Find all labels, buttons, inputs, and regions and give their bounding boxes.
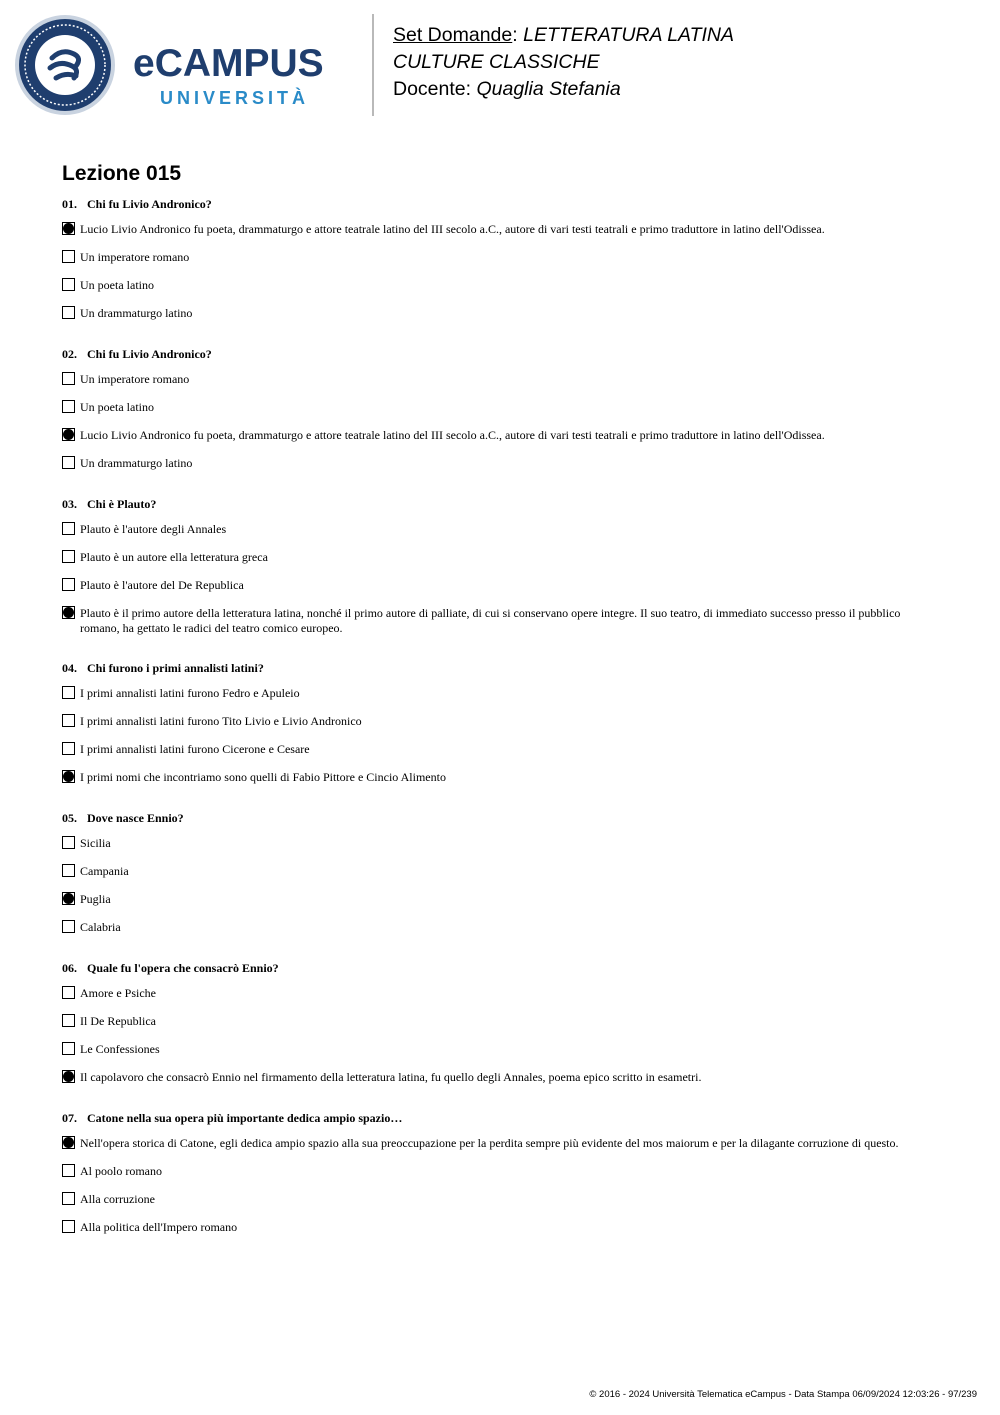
answer-checkbox-checked[interactable] <box>62 222 75 235</box>
answer-checkbox[interactable] <box>62 550 75 563</box>
answer-option[interactable] <box>62 986 942 1002</box>
question-text: Dove nasce Ennio? <box>87 811 184 825</box>
answer-option[interactable] <box>62 686 942 702</box>
answer-checkbox-checked[interactable] <box>62 1136 75 1149</box>
question-block <box>62 810 942 936</box>
answer-text: Calabria <box>80 920 121 934</box>
answer-text: Un poeta latino <box>80 400 154 414</box>
answer-checkbox[interactable] <box>62 522 75 535</box>
answer-checkbox-checked[interactable] <box>62 428 75 441</box>
answer-text: Lucio Livio Andronico fu poeta, drammaturgo e attore teatrale latino del III secolo a.C., autore di vari testi teatrali e primo traduttore in latino dell'Odissea. <box>80 222 825 236</box>
lesson-title: Lezione 015 <box>62 162 182 185</box>
set-label: Set Domande <box>393 24 513 46</box>
answer-option[interactable] <box>62 250 942 266</box>
answer-option[interactable] <box>62 306 942 322</box>
question-text: Chi furono i primi annalisti latini? <box>87 661 264 675</box>
logo-wordmark: eCAMPUS <box>133 42 324 85</box>
answer-option[interactable] <box>62 1014 942 1030</box>
answer-text: Il De Republica <box>80 1014 156 1028</box>
page-header <box>0 0 1000 130</box>
answer-text: I primi nomi che incontriamo sono quelli di Fabio Pittore e Cincio Alimento <box>80 770 446 784</box>
answer-checkbox[interactable] <box>62 742 75 755</box>
answer-option[interactable] <box>62 1136 942 1152</box>
answer-checkbox[interactable] <box>62 372 75 385</box>
answer-option[interactable] <box>62 920 942 936</box>
answer-text: I primi annalisti latini furono Cicerone e Cesare <box>80 742 310 756</box>
answer-checkbox[interactable] <box>62 864 75 877</box>
question-text: Catone nella sua opera più importante dedica ampio spazio… <box>87 1111 403 1125</box>
answer-option[interactable] <box>62 372 942 388</box>
question-title <box>62 346 942 362</box>
answer-checkbox[interactable] <box>62 306 75 319</box>
question-block <box>62 346 942 472</box>
set-value-line2: CULTURE CLASSICHE <box>393 51 600 73</box>
answer-option[interactable] <box>62 1192 942 1208</box>
answer-text: Un drammaturgo latino <box>80 306 193 320</box>
answer-option[interactable] <box>62 278 942 294</box>
answer-checkbox[interactable] <box>62 686 75 699</box>
answer-text: Campania <box>80 864 129 878</box>
answer-option[interactable] <box>62 400 942 416</box>
answer-text: Nell'opera storica di Catone, egli dedica ampio spazio alla sua preoccupazione per la perdita sempre più evidente del mos maiorum e per la dilagante corruzione di questo. <box>80 1136 899 1150</box>
answer-text: Al poolo romano <box>80 1164 162 1178</box>
answer-option[interactable] <box>62 1042 942 1058</box>
answer-text: Alla corruzione <box>80 1192 155 1206</box>
question-title <box>62 960 942 976</box>
answer-option[interactable] <box>62 836 942 852</box>
answer-option[interactable] <box>62 1164 942 1180</box>
question-title <box>62 810 942 826</box>
teacher-label: Docente <box>393 78 466 100</box>
answer-option[interactable] <box>62 578 942 594</box>
question-text: Chi è Plauto? <box>87 497 157 511</box>
answer-text: Un imperatore romano <box>80 372 190 386</box>
question-number: 03. <box>62 497 77 511</box>
logo-subtitle: UNIVERSITÀ <box>160 88 310 108</box>
answer-text: I primi annalisti latini furono Fedro e Apuleio <box>80 686 300 700</box>
answer-text: Lucio Livio Andronico fu poeta, drammaturgo e attore teatrale latino del III secolo a.C., autore di vari testi teatrali e primo traduttore in latino dell'Odissea. <box>80 428 825 442</box>
answer-text: Alla politica dell'Impero romano <box>80 1220 238 1234</box>
answer-checkbox[interactable] <box>62 714 75 727</box>
question-number: 06. <box>62 961 77 975</box>
question-number: 02. <box>62 347 77 361</box>
question-block <box>62 196 942 322</box>
answer-checkbox[interactable] <box>62 1192 75 1205</box>
answer-option[interactable] <box>62 522 942 538</box>
answer-option[interactable] <box>62 864 942 880</box>
answer-text: Plauto è l'autore del De Republica <box>80 578 244 592</box>
answer-checkbox[interactable] <box>62 1014 75 1027</box>
footer-text: © 2016 - 2024 Università Telematica eCampus - Data Stampa 06/09/2024 12:03:26 - 97/239 <box>589 1389 977 1400</box>
answer-checkbox-checked[interactable] <box>62 770 75 783</box>
question-text: Chi fu Livio Andronico? <box>87 347 212 361</box>
header-divider <box>372 14 374 116</box>
answer-option[interactable] <box>62 550 942 566</box>
answer-text: Il capolavoro che consacrò Ennio nel firmamento della letteratura latina, fu quello degli Annales, poema epico scritto in esametri. <box>80 1070 702 1084</box>
answer-checkbox[interactable] <box>62 986 75 999</box>
answer-checkbox-checked[interactable] <box>62 892 75 905</box>
set-value: LETTERATURA LATINA <box>523 24 735 46</box>
answer-checkbox[interactable] <box>62 1042 75 1055</box>
answer-checkbox[interactable] <box>62 456 75 469</box>
answer-text: Un drammaturgo latino <box>80 456 193 470</box>
answer-checkbox[interactable] <box>62 278 75 291</box>
answer-checkbox[interactable] <box>62 400 75 413</box>
answer-text: I primi annalisti latini furono Tito Livio e Livio Andronico <box>80 714 362 728</box>
ecampus-badge-icon <box>14 14 116 116</box>
answer-text: Un imperatore romano <box>80 250 190 264</box>
teacher-value: Quaglia Stefania <box>476 78 621 100</box>
answer-text: Amore e Psiche <box>80 986 156 1000</box>
question-title <box>62 496 942 512</box>
question-block <box>62 660 942 786</box>
answer-text: Un poeta latino <box>80 278 154 292</box>
answer-text: Plauto è l'autore degli Annales <box>80 522 227 536</box>
question-text: Quale fu l'opera che consacrò Ennio? <box>87 961 279 975</box>
answer-option[interactable] <box>62 456 942 472</box>
answer-option[interactable] <box>62 1070 942 1086</box>
answer-checkbox-checked[interactable] <box>62 1070 75 1083</box>
answer-checkbox[interactable] <box>62 250 75 263</box>
answer-option[interactable] <box>62 428 942 444</box>
answer-option[interactable] <box>62 606 942 636</box>
question-title <box>62 196 942 212</box>
question-number: 07. <box>62 1111 77 1125</box>
answer-checkbox[interactable] <box>62 1220 75 1233</box>
question-text: Chi fu Livio Andronico? <box>87 197 212 211</box>
answer-text: Puglia <box>80 892 111 906</box>
question-number: 01. <box>62 197 77 211</box>
set-info: Set Domande: LETTERATURA LATINA CULTURE CLASSICHE Docente: Quaglia Stefania <box>393 24 735 100</box>
answer-text: Plauto è il primo autore della letteratura latina, nonché il primo autore di palliate, di cui si conservano opere integre. Il suo teatro, di immediato successo presso il pubblico romano, ha gettato le radici del teatro comico europeo. <box>80 606 901 635</box>
answer-checkbox-checked[interactable] <box>62 606 75 619</box>
answer-option[interactable] <box>62 770 942 786</box>
answer-option[interactable] <box>62 222 942 238</box>
answer-checkbox[interactable] <box>62 920 75 933</box>
question-number: 04. <box>62 661 77 675</box>
answer-text: Le Confessiones <box>80 1042 160 1056</box>
answer-text: Plauto è un autore ella letteratura greca <box>80 550 268 564</box>
question-block <box>62 960 942 1086</box>
answer-option[interactable] <box>62 1220 942 1236</box>
question-list <box>62 196 942 1260</box>
question-title <box>62 660 942 676</box>
answer-checkbox[interactable] <box>62 1164 75 1177</box>
answer-option[interactable] <box>62 714 942 730</box>
answer-checkbox[interactable] <box>62 578 75 591</box>
question-title <box>62 1110 942 1126</box>
answer-text: Sicilia <box>80 836 111 850</box>
answer-option[interactable] <box>62 742 942 758</box>
question-block <box>62 496 942 636</box>
answer-checkbox[interactable] <box>62 836 75 849</box>
answer-option[interactable] <box>62 892 942 908</box>
question-block <box>62 1110 942 1236</box>
question-number: 05. <box>62 811 77 825</box>
